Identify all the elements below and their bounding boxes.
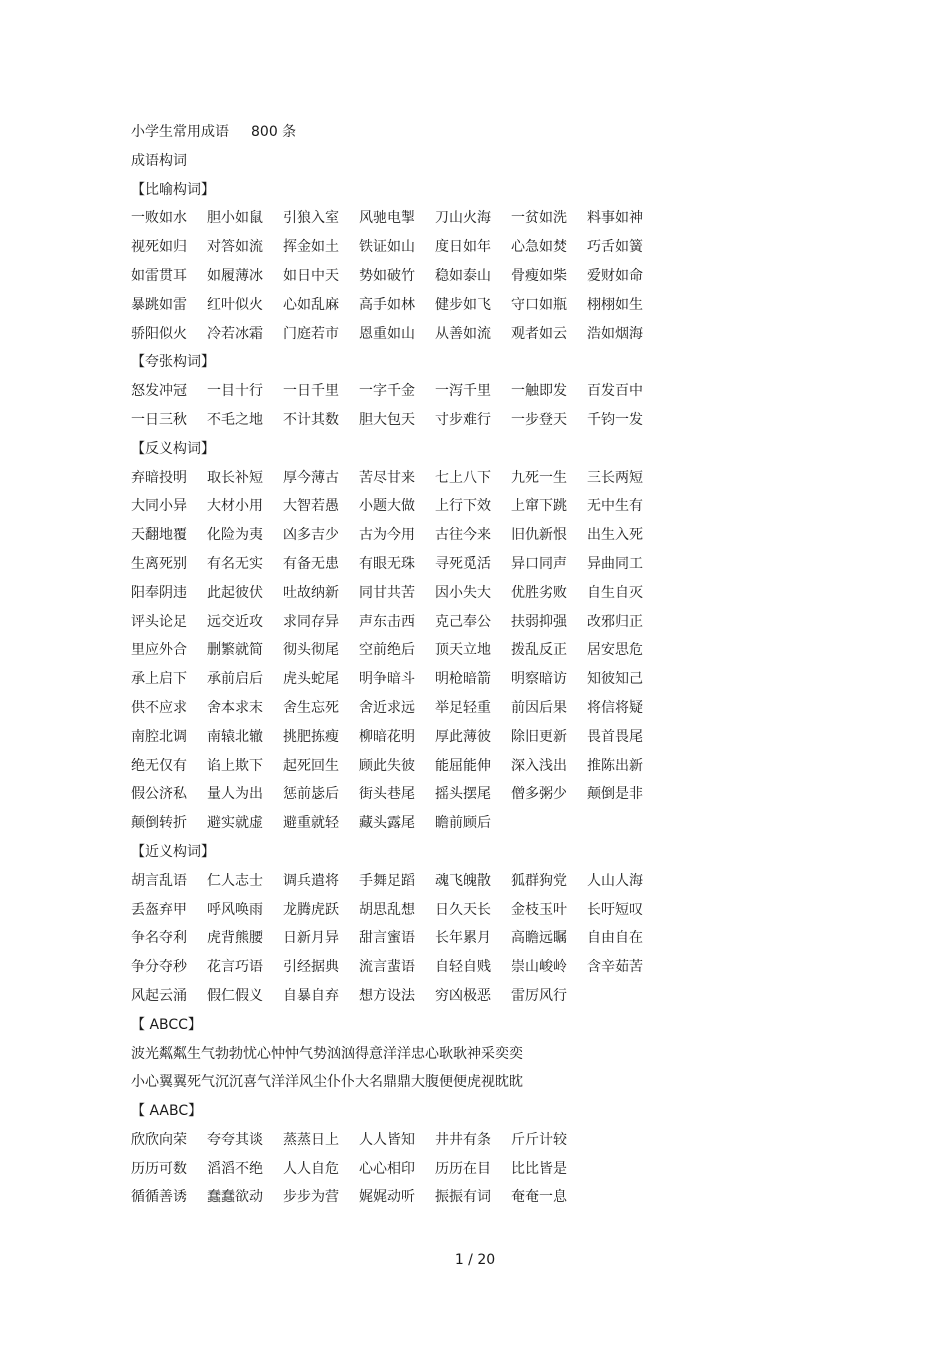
section-heading-aabc: 【 AABC】	[131, 1103, 203, 1120]
idiom-item: 浩如烟海	[587, 325, 643, 342]
idiom-item: 风驰电掣	[359, 210, 415, 227]
idiom-item: 舍生忘死	[283, 699, 339, 716]
idiom-item: 冷若冰霜	[207, 325, 263, 342]
idiom-item: 避重就轻	[283, 815, 339, 832]
idiom-row	[131, 694, 851, 723]
idiom-text-line: 小心翼翼死气沉沉喜气洋洋风尘仆仆大名鼎鼎大腹便便虎视眈眈	[131, 1074, 523, 1091]
idiom-row	[131, 406, 851, 435]
idiom-item: 畏首畏尾	[587, 728, 643, 745]
idiom-item: 彻头彻尾	[283, 642, 339, 659]
idiom-item: 夸夸其谈	[207, 1131, 263, 1148]
idiom-item: 顶天立地	[435, 642, 491, 659]
idiom-item: 虎背熊腰	[207, 930, 263, 947]
idiom-item: 铁证如山	[359, 239, 415, 256]
idiom-item: 争名夺利	[131, 930, 187, 947]
idiom-item: 除旧更新	[511, 728, 567, 745]
idiom-row	[131, 809, 851, 838]
idiom-grid-aabc	[131, 1126, 851, 1212]
idiom-item: 心如乱麻	[283, 296, 339, 313]
idiom-item: 出生入死	[587, 527, 643, 544]
document-content	[131, 118, 851, 1212]
idiom-item: 颠倒转折	[131, 815, 187, 832]
idiom-item: 胆小如鼠	[207, 210, 263, 227]
idiom-item: 比比皆是	[511, 1160, 567, 1177]
idiom-item: 将信将疑	[587, 699, 643, 716]
idiom-item: 如履薄冰	[207, 267, 263, 284]
idiom-item: 改邪归正	[587, 613, 643, 630]
idiom-item: 拨乱反正	[511, 642, 567, 659]
idiom-item: 人山人海	[587, 872, 643, 889]
idiom-item: 优胜劣败	[511, 584, 567, 601]
idiom-row	[131, 1155, 851, 1184]
idiom-item: 无中生有	[587, 498, 643, 515]
idiom-item: 僧多粥少	[511, 786, 567, 803]
idiom-row	[131, 1126, 851, 1155]
idiom-item: 一贫如洗	[511, 210, 567, 227]
idiom-item: 一步登天	[511, 411, 567, 428]
idiom-item: 深入浅出	[511, 757, 567, 774]
idiom-item: 欣欣向荣	[131, 1131, 187, 1148]
idiom-item: 如雷贯耳	[131, 267, 187, 284]
idiom-row	[131, 608, 851, 637]
idiom-grid-biyu	[131, 204, 851, 348]
idiom-item: 谄上欺下	[207, 757, 263, 774]
idiom-item: 争分夺秒	[131, 959, 187, 976]
idiom-item: 避实就虚	[207, 815, 263, 832]
section-heading-jinyi: 【近义构词】	[131, 843, 215, 860]
idiom-item: 异曲同工	[587, 555, 643, 572]
idiom-item: 大智若愚	[283, 498, 339, 515]
idiom-item: 舍近求远	[359, 699, 415, 716]
idiom-item: 旧仇新恨	[511, 527, 567, 544]
idiom-item: 有眼无珠	[359, 555, 415, 572]
idiom-item: 承上启下	[131, 671, 187, 688]
idiom-item: 振振有词	[435, 1189, 491, 1206]
idiom-item: 取长补短	[207, 469, 263, 486]
idiom-item: 不计其数	[283, 411, 339, 428]
idiom-item: 删繁就简	[207, 642, 263, 659]
idiom-item: 挑肥拣瘦	[283, 728, 339, 745]
idiom-item: 顾此失彼	[359, 757, 415, 774]
section-heading-kuazhang: 【夸张构词】	[131, 354, 215, 371]
idiom-item: 藏头露尾	[359, 815, 415, 832]
idiom-item: 度日如年	[435, 239, 491, 256]
idiom-item: 推陈出新	[587, 757, 643, 774]
idiom-row	[131, 579, 851, 608]
idiom-item: 人人自危	[283, 1160, 339, 1177]
idiom-item: 自轻自贱	[435, 959, 491, 976]
idiom-item: 门庭若市	[283, 325, 339, 342]
idiom-item: 巧舌如簧	[587, 239, 643, 256]
idiom-row	[131, 665, 851, 694]
idiom-item: 怒发冲冠	[131, 383, 187, 400]
idiom-item: 势如破竹	[359, 267, 415, 284]
idiom-item: 稳如泰山	[435, 267, 491, 284]
idiom-item: 南辕北辙	[207, 728, 263, 745]
idiom-row	[131, 233, 851, 262]
idiom-item: 七上八下	[435, 469, 491, 486]
idiom-item: 滔滔不绝	[207, 1160, 263, 1177]
idiom-item: 守口如瓶	[511, 296, 567, 313]
idiom-item: 量人为出	[207, 786, 263, 803]
idiom-item: 苦尽甘来	[359, 469, 415, 486]
idiom-item: 奄奄一息	[511, 1189, 567, 1206]
idiom-item: 自由自在	[587, 930, 643, 947]
idiom-item: 引狼入室	[283, 210, 339, 227]
idiom-item: 自生自灭	[587, 584, 643, 601]
idiom-item: 居安思危	[587, 642, 643, 659]
idiom-item: 千钧一发	[587, 411, 643, 428]
idiom-item: 知彼知己	[587, 671, 643, 688]
idiom-item: 虎头蛇尾	[283, 671, 339, 688]
idiom-item: 长年累月	[435, 930, 491, 947]
idiom-item: 上行下效	[435, 498, 491, 515]
idiom-item: 日久天长	[435, 901, 491, 918]
idiom-item: 如日中天	[283, 267, 339, 284]
idiom-item: 循循善诱	[131, 1189, 187, 1206]
idiom-item: 胆大包天	[359, 411, 415, 428]
idiom-item: 胡思乱想	[359, 901, 415, 918]
idiom-item: 一目十行	[207, 383, 263, 400]
idiom-item: 声东击西	[359, 613, 415, 630]
idiom-item: 穷凶极恶	[435, 987, 491, 1004]
idiom-item: 九死一生	[511, 469, 567, 486]
idiom-item: 绝无仅有	[131, 757, 187, 774]
idiom-item: 刀山火海	[435, 210, 491, 227]
idiom-item: 崇山峻岭	[511, 959, 567, 976]
idiom-row	[131, 752, 851, 781]
idiom-item: 高手如林	[359, 296, 415, 313]
idiom-item: 对答如流	[207, 239, 263, 256]
idiom-row	[131, 982, 851, 1011]
idiom-item: 暴跳如雷	[131, 296, 187, 313]
idiom-item: 此起彼伏	[207, 584, 263, 601]
idiom-item: 百发百中	[587, 383, 643, 400]
idiom-item: 克己奉公	[435, 613, 491, 630]
idiom-item: 天翻地覆	[131, 527, 187, 544]
idiom-item: 求同存异	[283, 613, 339, 630]
idiom-row	[131, 204, 851, 233]
idiom-row	[131, 867, 851, 896]
idiom-text-line: 波光粼粼生气勃勃忧心忡忡气势汹汹得意洋洋忠心耿耿神采奕奕	[131, 1045, 523, 1062]
idiom-item: 颠倒是非	[587, 786, 643, 803]
idiom-item: 心急如焚	[511, 239, 567, 256]
idiom-item: 娓娓动听	[359, 1189, 415, 1206]
idiom-item: 金枝玉叶	[511, 901, 567, 918]
idiom-item: 明察暗访	[511, 671, 567, 688]
idiom-item: 含辛茹苦	[587, 959, 643, 976]
idiom-item: 明争暗斗	[359, 671, 415, 688]
idiom-item: 有备无患	[283, 555, 339, 572]
idiom-item: 流言蜚语	[359, 959, 415, 976]
idiom-item: 一泻千里	[435, 383, 491, 400]
idiom-row	[131, 262, 851, 291]
idiom-item: 同甘共苦	[359, 584, 415, 601]
idiom-item: 空前绝后	[359, 642, 415, 659]
idiom-item: 蒸蒸日上	[283, 1131, 339, 1148]
idiom-item: 一字千金	[359, 383, 415, 400]
page-number: 1 / 20	[454, 1252, 496, 1268]
idiom-row	[131, 377, 851, 406]
idiom-item: 观者如云	[511, 325, 567, 342]
section-heading-abcc: 【 ABCC】	[131, 1016, 202, 1033]
idiom-item: 里应外合	[131, 642, 187, 659]
idiom-item: 仁人志士	[207, 872, 263, 889]
idiom-item: 骄阳似火	[131, 325, 187, 342]
idiom-item: 扶弱抑强	[511, 613, 567, 630]
idiom-row	[131, 291, 851, 320]
idiom-item: 吐故纳新	[283, 584, 339, 601]
idiom-item: 举足轻重	[435, 699, 491, 716]
idiom-item: 阳奉阴违	[131, 584, 187, 601]
idiom-item: 挥金如土	[283, 239, 339, 256]
idiom-item: 舍本求末	[207, 699, 263, 716]
idiom-item: 化险为夷	[207, 527, 263, 544]
idiom-item: 起死回生	[283, 757, 339, 774]
idiom-grid-fanyi	[131, 464, 851, 838]
idiom-item: 古往今来	[435, 527, 491, 544]
section-heading-fanyi: 【反义构词】	[131, 440, 215, 457]
idiom-item: 想方设法	[359, 987, 415, 1004]
idiom-item: 厚此薄彼	[435, 728, 491, 745]
idiom-item: 雷厉风行	[511, 987, 567, 1004]
idiom-item: 红叶似火	[207, 296, 263, 313]
idiom-item: 丢盔弃甲	[131, 901, 187, 918]
idiom-item: 弃暗投明	[131, 469, 187, 486]
idiom-item: 评头论足	[131, 613, 187, 630]
idiom-item: 生离死别	[131, 555, 187, 572]
idiom-item: 手舞足蹈	[359, 872, 415, 889]
idiom-row	[131, 636, 851, 665]
idiom-row	[131, 953, 851, 982]
section-heading-biyu: 【比喻构词】	[131, 181, 215, 198]
idiom-item: 古为今用	[359, 527, 415, 544]
idiom-item: 有名无实	[207, 555, 263, 572]
idiom-row	[131, 320, 851, 349]
idiom-item: 胡言乱语	[131, 872, 187, 889]
idiom-item: 料事如神	[587, 210, 643, 227]
idiom-item: 自暴自弃	[283, 987, 339, 1004]
idiom-item: 爱财如命	[587, 267, 643, 284]
idiom-item: 人人皆知	[359, 1131, 415, 1148]
idiom-item: 恩重如山	[359, 325, 415, 342]
idiom-item: 步步为营	[283, 1189, 339, 1206]
idiom-item: 一日三秋	[131, 411, 187, 428]
idiom-row	[131, 780, 851, 809]
idiom-row	[131, 521, 851, 550]
idiom-row	[131, 1183, 851, 1212]
idiom-item: 历历可数	[131, 1160, 187, 1177]
idiom-item: 上窜下跳	[511, 498, 567, 515]
document-subtitle: 成语构词	[131, 152, 187, 169]
idiom-item: 厚今薄古	[283, 469, 339, 486]
idiom-item: 惩前毖后	[283, 786, 339, 803]
idiom-item: 魂飞魄散	[435, 872, 491, 889]
idiom-grid-jinyi	[131, 867, 851, 1011]
document-title-line	[131, 118, 851, 147]
idiom-row	[131, 924, 851, 953]
idiom-item: 大同小异	[131, 498, 187, 515]
idiom-item: 高瞻远瞩	[511, 930, 567, 947]
idiom-item: 远交近攻	[207, 613, 263, 630]
idiom-item: 一触即发	[511, 383, 567, 400]
idiom-item: 心心相印	[359, 1160, 415, 1177]
idiom-item: 骨瘦如柴	[511, 267, 567, 284]
idiom-grid-kuazhang	[131, 377, 851, 435]
idiom-item: 狐群狗党	[511, 872, 567, 889]
idiom-item: 南腔北调	[131, 728, 187, 745]
idiom-item: 一败如水	[131, 210, 187, 227]
idiom-item: 视死如归	[131, 239, 187, 256]
idiom-item: 凶多吉少	[283, 527, 339, 544]
idiom-item: 承前启后	[207, 671, 263, 688]
idiom-item: 寻死觅活	[435, 555, 491, 572]
idiom-item: 前因后果	[511, 699, 567, 716]
idiom-row	[131, 464, 851, 493]
idiom-row	[131, 896, 851, 925]
idiom-item: 日新月异	[283, 930, 339, 947]
idiom-item: 甜言蜜语	[359, 930, 415, 947]
idiom-item: 因小失大	[435, 584, 491, 601]
idiom-item: 引经据典	[283, 959, 339, 976]
idiom-item: 明枪暗箭	[435, 671, 491, 688]
idiom-item: 寸步难行	[435, 411, 491, 428]
idiom-item: 能屈能伸	[435, 757, 491, 774]
idiom-item: 调兵遣将	[283, 872, 339, 889]
idiom-item: 大材小用	[207, 498, 263, 515]
idiom-item: 栩栩如生	[587, 296, 643, 313]
idiom-item: 花言巧语	[207, 959, 263, 976]
idiom-item: 一日千里	[283, 383, 339, 400]
idiom-item: 假仁假义	[207, 987, 263, 1004]
idiom-item: 历历在目	[435, 1160, 491, 1177]
idiom-item: 不毛之地	[207, 411, 263, 428]
idiom-item: 瞻前顾后	[435, 815, 491, 832]
idiom-item: 斤斤计较	[511, 1131, 567, 1148]
idiom-row	[131, 723, 851, 752]
idiom-item: 蠢蠢欲动	[207, 1189, 263, 1206]
idiom-item: 井井有条	[435, 1131, 491, 1148]
idiom-item: 摇头摆尾	[435, 786, 491, 803]
idiom-item: 长吁短叹	[587, 901, 643, 918]
idiom-item: 健步如飞	[435, 296, 491, 313]
idiom-item: 供不应求	[131, 699, 187, 716]
idiom-item: 龙腾虎跃	[283, 901, 339, 918]
document-title: 小学生常用成语	[131, 124, 229, 140]
idiom-item: 小题大做	[359, 498, 415, 515]
document-title-count: 800 条	[251, 124, 297, 140]
idiom-item: 柳暗花明	[359, 728, 415, 745]
idiom-item: 从善如流	[435, 325, 491, 342]
idiom-item: 呼风唤雨	[207, 901, 263, 918]
idiom-item: 三长两短	[587, 469, 643, 486]
idiom-row	[131, 550, 851, 579]
idiom-item: 街头巷尾	[359, 786, 415, 803]
idiom-item: 假公济私	[131, 786, 187, 803]
idiom-item: 异口同声	[511, 555, 567, 572]
idiom-row	[131, 492, 851, 521]
idiom-item: 风起云涌	[131, 987, 187, 1004]
